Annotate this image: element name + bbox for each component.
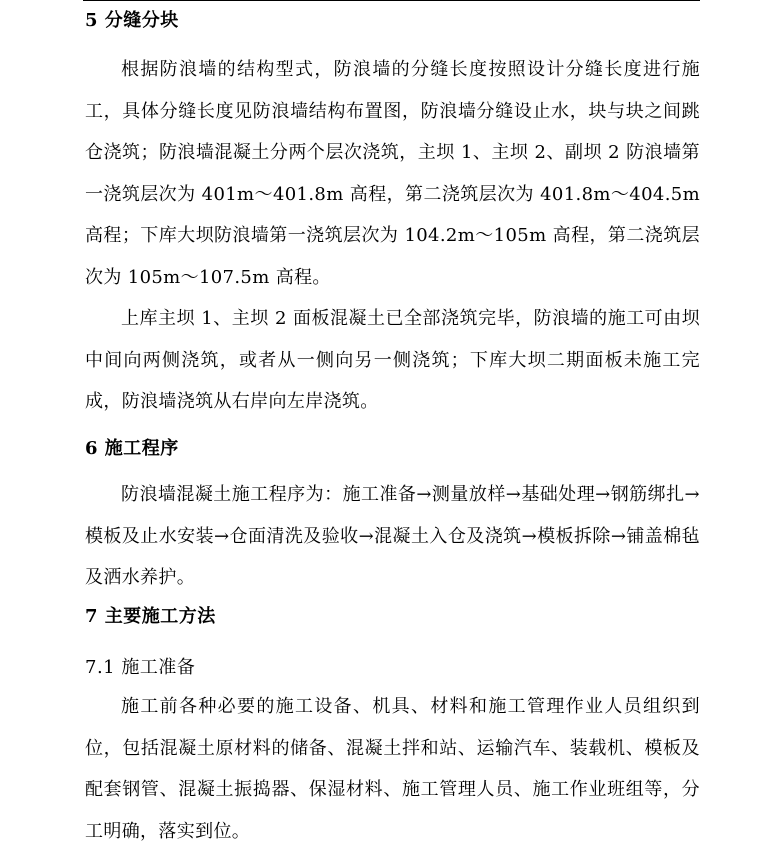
section-6-heading: 6 施工程序 [85,438,179,459]
section-6-paragraph-1: 防浪墙混凝土施工程序为：施工准备→测量放样→基础处理→钢筋绑扎→模板及止水安装→仓面清洗及验收→混凝土入仓及浇筑→模板拆除→铺盖棉毡及洒水养护。 [85,484,700,588]
section-5-heading: 5 分缝分块 [85,10,179,31]
section-5-paragraph-1: 根据防浪墙的结构型式，防浪墙的分缝长度按照设计分缝长度进行施工，具体分缝长度见防浪墙结构布置图，防浪墙分缝设止水，块与块之间跳仓浇筑；防浪墙混凝土分两个层次浇筑，主坝 1、主坝 2、副坝 2 防浪墙第一浇筑层次为 401m～401.8m 高程，第二浇筑层次为 401.8m～404.5m 高程；下库大坝防浪墙第一浇筑层次为 104.2m～105m 高程，第二浇筑层次为 105m～107.5m 高程。 [85,59,700,288]
header-rule [83,0,700,1]
section-5-paragraph-2: 上库主坝 1、主坝 2 面板混凝土已全部浇筑完毕，防浪墙的施工可由坝中间向两侧浇筑，或者从一侧向另一侧浇筑；下库大坝二期面板未施工完成，防浪墙浇筑从右岸向左岸浇筑。 [85,308,700,412]
section-7-1-subheading: 7.1 施工准备 [85,657,196,678]
section-7-heading: 7 主要施工方法 [85,606,216,627]
section-7-1-paragraph-1: 施工前各种必要的施工设备、机具、材料和施工管理作业人员组织到位，包括混凝土原材料的储备、混凝土拌和站、运输汽车、装载机、模板及配套钢管、混凝土振捣器、保湿材料、施工管理人员、施工作业班组等，分工明确，落实到位。 [85,696,700,842]
